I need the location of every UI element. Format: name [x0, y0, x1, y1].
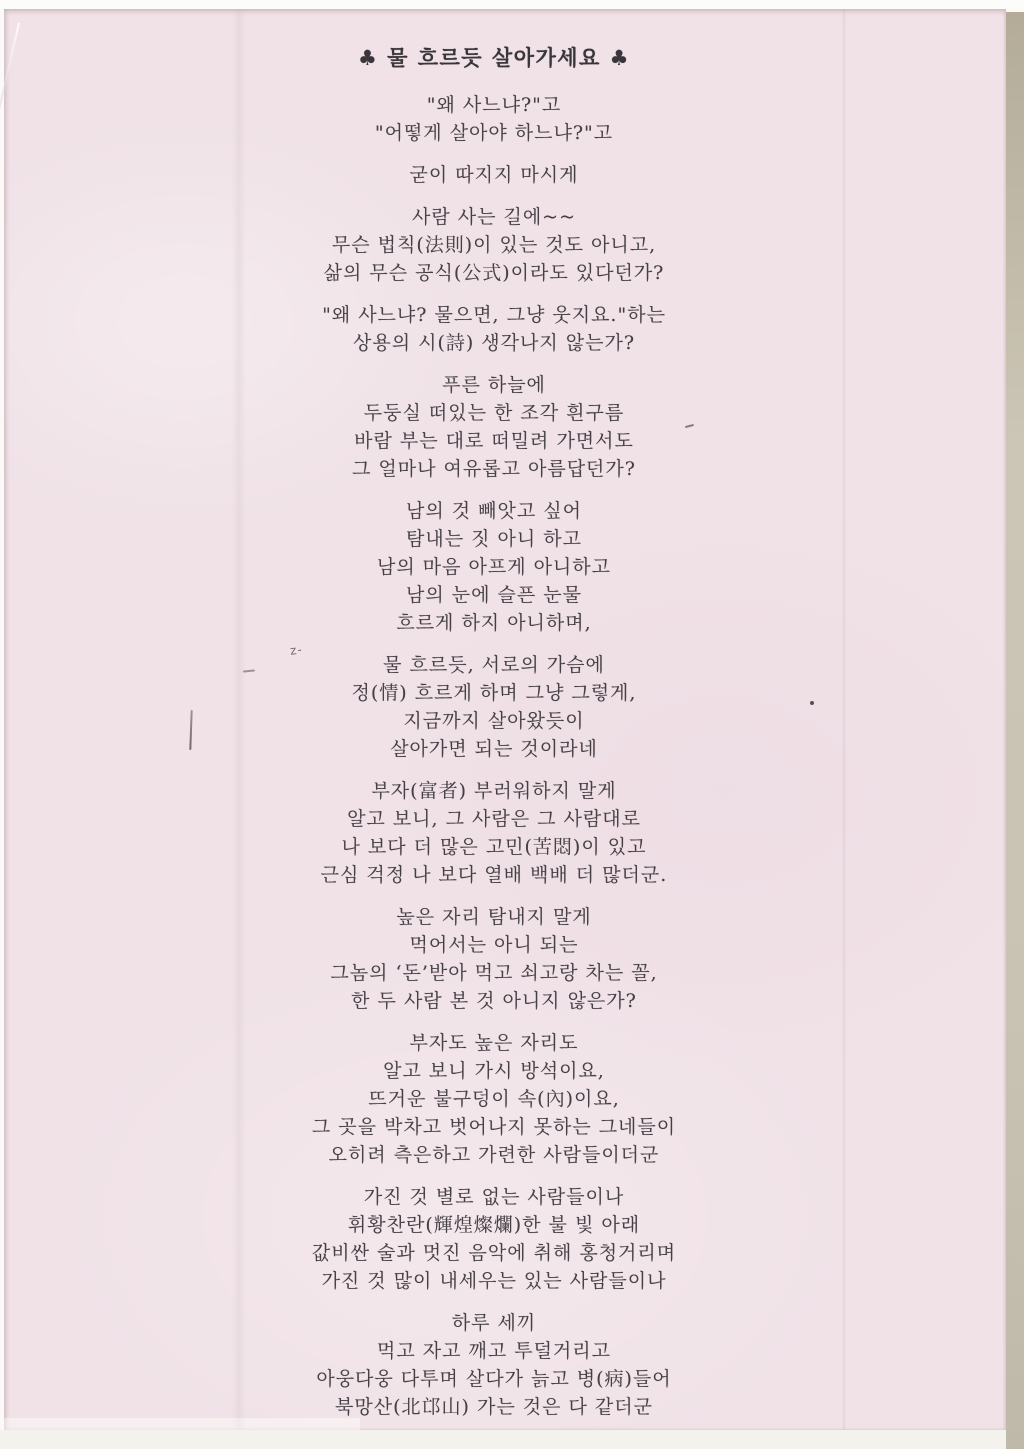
poem-line: 알고 보니 가시 방석이요, — [383, 1060, 605, 1082]
poem-line: 값비싼 술과 멋진 음악에 취해 홍청거리며 — [311, 1242, 677, 1264]
scanner-edge-top — [0, 0, 1024, 9]
poem-line: 남의 것 빼앗고 싶어 — [406, 500, 582, 522]
stanza — [12, 777, 976, 889]
stanza — [12, 497, 976, 637]
poem-line: 그 얼마나 여유롭고 아름답던가? — [352, 458, 636, 480]
poem-line: 사람 사는 길에~~ — [411, 206, 577, 228]
poem-body — [12, 91, 976, 1421]
poem-line: 그 곳을 박차고 벗어나지 못하는 그네들이 — [311, 1116, 677, 1138]
poem-line: 무슨 법칙(法則)이 있는 것도 아니고, — [331, 234, 657, 256]
stanza — [12, 903, 976, 1015]
poem-line: 하루 세끼 — [451, 1312, 537, 1334]
stanza — [12, 651, 976, 763]
poem-line: 살아가면 되는 것이라네 — [390, 738, 598, 760]
poem-line: 지금까지 살아왔듯이 — [403, 710, 585, 732]
poem-line: 푸른 하늘에 — [442, 374, 546, 396]
poem-line: 흐르게 하지 아니하며, — [396, 612, 592, 634]
poem-line: 알고 보니, 그 사람은 그 사람대로 — [347, 808, 641, 830]
poem-line: "왜 사느냐?"고 — [426, 94, 562, 116]
poem-line: 바람 부는 대로 떠밀려 가면서도 — [354, 430, 634, 452]
poem-line: 가진 것 별로 없는 사람들이나 — [363, 1186, 625, 1208]
poem-line: 남의 마음 아프게 아니하고 — [376, 556, 611, 578]
stanza — [12, 91, 976, 147]
poem — [4, 9, 1006, 1435]
poem-line: 물 흐르듯, 서로의 가슴에 — [383, 654, 605, 676]
scanned-page — [4, 9, 1006, 1430]
poem-line: 근심 걱정 나 보다 열배 백배 더 많더군. — [320, 864, 668, 886]
poem-line: 부자도 높은 자리도 — [409, 1032, 579, 1054]
stanza — [12, 161, 976, 189]
poem-line: 북망산(北邙山) 가는 것은 다 같더군 — [335, 1396, 653, 1418]
poem-line: 높은 자리 탐내지 말게 — [396, 906, 592, 928]
poem-line: 가진 것 많이 내세우는 있는 사람들이나 — [321, 1270, 667, 1292]
pencil-mark: z- — [289, 642, 304, 658]
stanza — [12, 1309, 976, 1421]
poem-line: 한 두 사람 본 것 아니지 않은가? — [351, 990, 637, 1012]
stanza — [12, 301, 976, 357]
poem-line: "어떻게 살아야 하느냐?"고 — [374, 122, 614, 144]
poem-line: 삶의 무슨 공식(公式)이라도 있다던가? — [323, 262, 665, 284]
poem-line: "왜 사느냐? 물으면, 그냥 웃지요."하는 — [322, 304, 666, 326]
poem-line: 오히려 측은하고 가련한 사람들이더군 — [328, 1144, 660, 1166]
poem-line: 두둥실 떠있는 한 조각 흰구름 — [363, 402, 625, 424]
poem-line: 아웅다웅 다투며 살다가 늙고 병(病)들어 — [316, 1368, 672, 1390]
poem-line: 정(情) 흐르게 하며 그냥 그렇게, — [351, 682, 637, 704]
poem-line: 부자(富者) 부러워하지 말게 — [371, 780, 617, 802]
poem-line: 상용의 시(詩) 생각나지 않는가? — [352, 332, 636, 354]
stanza — [12, 203, 976, 287]
poem-line: 굳이 따지지 마시게 — [409, 164, 579, 186]
poem-line: 휘황찬란(輝煌燦爛)한 불 빛 아래 — [347, 1214, 641, 1236]
scan-speck-dot — [810, 701, 814, 705]
poem-line: 남의 눈에 슬픈 눈물 — [406, 584, 582, 606]
stanza — [12, 1183, 976, 1295]
scanner-edge-right — [1006, 12, 1024, 1449]
poem-line: 그놈의 ‘돈’받아 먹고 쇠고랑 차는 꼴, — [330, 962, 658, 984]
poem-line: 나 보다 더 많은 고민(苦悶)이 있고 — [341, 836, 647, 858]
poem-line: 먹고 자고 깨고 투덜거리고 — [376, 1340, 611, 1362]
stanza — [12, 1029, 976, 1169]
poem-line: 먹어서는 아니 되는 — [409, 934, 579, 956]
stanza — [12, 371, 976, 483]
poem-line: 뜨거운 불구덩이 속(內)이요, — [368, 1088, 620, 1110]
poem-title: ♣ 물 흐르듯 살아가세요 ♣ — [358, 45, 630, 70]
poem-line: 탐내는 짓 아니 하고 — [406, 528, 582, 550]
